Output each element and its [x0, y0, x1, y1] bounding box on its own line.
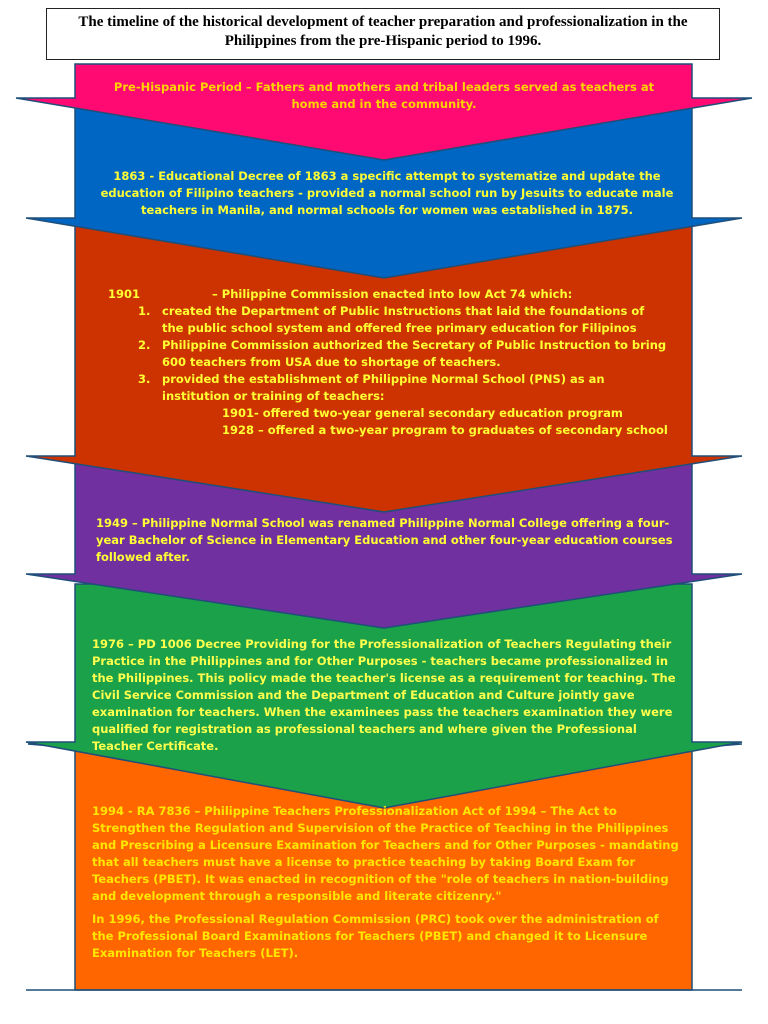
list-item: 1. created the Department of Public Instructions that laid the foundations of the public school system and offered free primary education for Filipinos [138, 304, 645, 335]
stage-1994-text [92, 803, 682, 962]
sub-list-item: 1901- offered two-year general secondary education program [222, 406, 623, 420]
stage-1901-heading-text: – Philippine Commission enacted into low Act 74 which: [212, 287, 573, 301]
stage-pre-hispanic-text: Pre-Hispanic Period – Fathers and mothers and tribal leaders served as teachers at home and in the community. [113, 80, 655, 111]
stage-1863-text: 1863 - Educational Decree of 1863 a specific attempt to systematize and update the education of Filipino teachers - provided a normal school run by Jesuits to educate male teachers in Manila, and normal schools for women was established in 1875. [100, 169, 674, 217]
list-item: 2. Philippine Commission authorized the Secretary of Public Instruction to bring 600 teachers from USA due to shortage of teachers. [138, 338, 667, 369]
sub-list-item: 1928 – offered a two-year program to graduates of secondary school [222, 423, 668, 437]
stage-1901-year: 1901 [108, 287, 141, 301]
stage-1901-text [108, 286, 668, 439]
page-title: The timeline of the historical development of teacher preparation and professionalization in the Philippines from the pre-Hispanic period to 1996. [46, 8, 720, 60]
list-item: 3. provided the establishment of Philippine Normal School (PNS) as an institution or training of teachers: [138, 372, 605, 403]
stage-1994-paragraph-2: In 1996, the Professional Regulation Commission (PRC) took over the administration of the Professional Board Examinations for Teachers (PBET) and changed it to Licensure Examination for Teachers (LET). [92, 912, 659, 960]
stage-1976-text: 1976 – PD 1006 Decree Providing for the Professionalization of Teachers Regulating their Practice in the Philippines and for Other Purposes - teachers became professionalized in the Philippines. This policy made the teacher's license as a requirement for teaching. The Civil Service Commission and the Department of Education and Culture jointly gave examination for teachers. When the examinees pass the teachers examination they were qualified for registration as professional teachers and where given the Professional Teacher Certificate. [92, 637, 676, 753]
stage-1901-heading [108, 286, 668, 303]
stage-1994-paragraph-1: 1994 - RA 7836 – Philippine Teachers Professionalization Act of 1994 – The Act to Strengthen the Regulation and Supervision of the Practice of Teaching in the Philippines and Prescribing a Licensure Examination for Teachers and for Other Purposes - mandating that all teachers must have a license to practice teaching by taking Board Exam for Teachers (PBET). It was enacted in recognition of the "role of teachers in nation-building and development through a responsible and literate citizenry." [92, 804, 679, 903]
stage-1949-text: 1949 – Philippine Normal School was renamed Philippine Normal College offering a four-year Bachelor of Science in Elementary Education and other four-year education courses followed after. [96, 516, 673, 564]
